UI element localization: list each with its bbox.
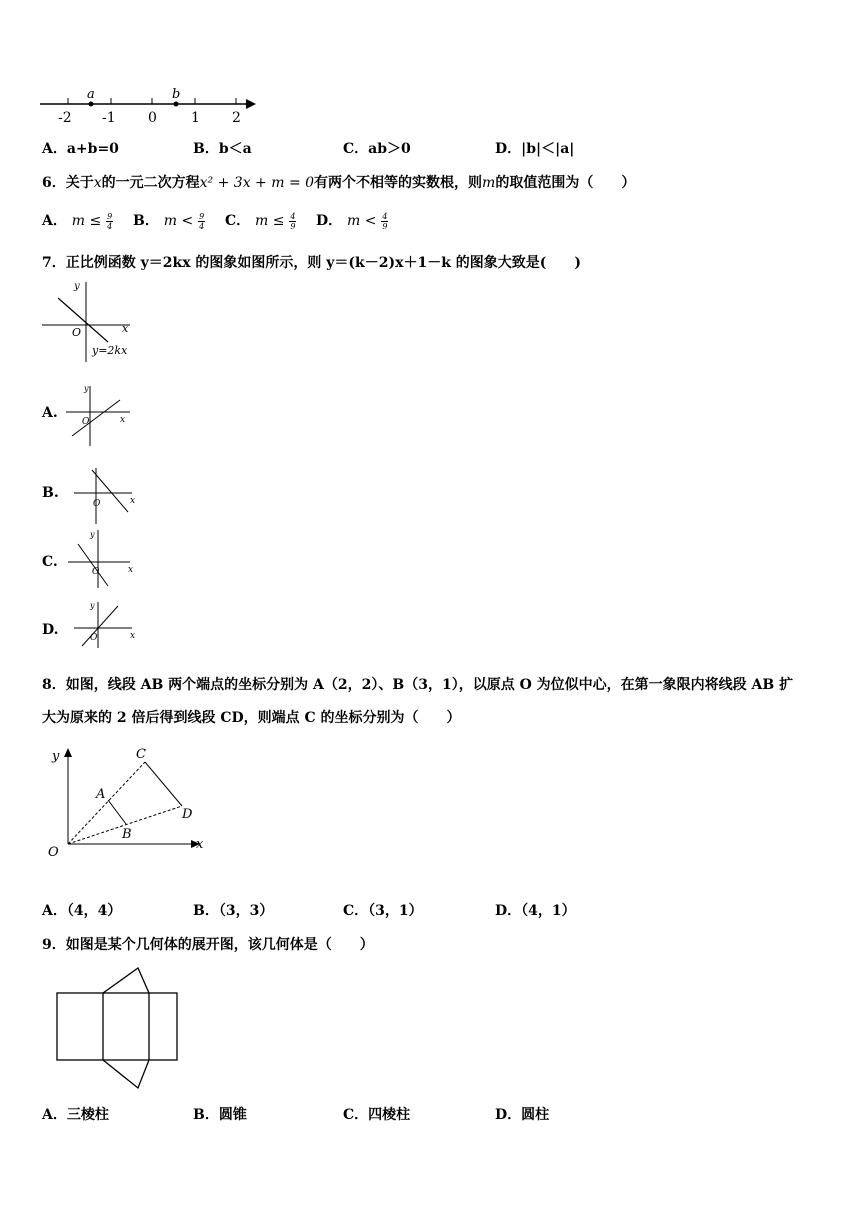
q6-option-a[interactable]: A． m ≤ $\frac{9}{4}$: [42, 211, 113, 231]
svg-text:D: D: [182, 807, 193, 822]
q8-option-c[interactable]: C．（3，1）: [343, 903, 423, 919]
q6-option-c[interactable]: C． m ≤ $\frac{4}{9}$: [225, 211, 296, 231]
q6-option-b[interactable]: B． m < $\frac{9}{4}$: [133, 211, 205, 231]
svg-text:x: x: [130, 496, 136, 506]
svg-text:y: y: [52, 749, 60, 764]
svg-text:O: O: [93, 499, 101, 509]
tick-label: 0: [148, 110, 157, 126]
q5-option-b[interactable]: B．b＜a: [193, 141, 252, 157]
svg-text:x: x: [120, 415, 126, 425]
fraction: $\frac{9}{4}$: [107, 211, 113, 231]
svg-text:O: O: [82, 417, 90, 427]
svg-text:y: y: [74, 281, 80, 292]
tick-label: 1: [191, 110, 200, 126]
svg-text:y: y: [84, 384, 89, 393]
q7-option-b[interactable]: B.: [42, 485, 59, 501]
q8-question-line1: 8．如图，线段 AB 两个端点的坐标分别为 A（2，2）、B（3，1），以原点 O 为位似中心，在第一象限内将线段 AB 扩: [42, 677, 794, 693]
svg-text:B: B: [122, 827, 132, 842]
q7-graph-c[interactable]: [66, 528, 140, 590]
q7-question: 7．正比例函数 y＝2kx 的图象如图所示，则 y＝(k－2)x＋1－k 的图象大致是( ): [42, 255, 582, 271]
svg-text:A: A: [96, 787, 106, 802]
svg-text:x: x: [130, 631, 136, 641]
q7-graph-a[interactable]: [64, 382, 134, 448]
fraction: $\frac{4}{9}$: [290, 211, 296, 231]
q9-net-figure: [54, 964, 182, 1092]
svg-text:C: C: [136, 747, 146, 762]
point-b-label: b: [172, 87, 181, 102]
q9-option-c[interactable]: C．四棱柱: [343, 1107, 411, 1123]
q8-figure: [40, 740, 220, 866]
q5-option-a[interactable]: A．a+b=0: [42, 141, 119, 157]
graph-label: y=2kx: [92, 344, 128, 357]
svg-text:x: x: [122, 322, 129, 335]
q9-option-a[interactable]: A．三棱柱: [42, 1107, 109, 1123]
q8-option-a[interactable]: A．（4，4）: [42, 903, 122, 919]
svg-text:x: x: [128, 565, 134, 575]
svg-text:y: y: [90, 601, 95, 610]
q6-question: 6．关于x的一元二次方程x² + 3x + m = 0有两个不相等的实数根，则m的取值范围为（ ）: [42, 175, 636, 191]
q7-graph-b[interactable]: [70, 466, 140, 526]
tick-label: -2: [58, 110, 72, 126]
number-line-figure: [36, 84, 266, 130]
q7-main-graph: [38, 276, 148, 362]
q9-option-d[interactable]: D．圆柱: [495, 1107, 550, 1123]
q8-option-b[interactable]: B．（3，3）: [193, 903, 274, 919]
svg-text:O: O: [72, 326, 82, 339]
q6-equation: x² + 3x + m = 0: [199, 175, 315, 191]
fraction: $\frac{4}{9}$: [382, 211, 388, 231]
q5-option-c[interactable]: C．ab＞0: [343, 141, 411, 157]
point-a-label: a: [87, 87, 95, 102]
q7-graph-d[interactable]: [70, 598, 142, 650]
q5-option-d[interactable]: D．|b|＜|a|: [495, 141, 575, 157]
fraction: $\frac{9}{4}$: [199, 211, 205, 231]
q9-option-b[interactable]: B．圆锥: [193, 1107, 247, 1123]
svg-text:y: y: [90, 530, 95, 539]
q7-option-d[interactable]: D.: [42, 622, 59, 638]
q7-option-c[interactable]: C.: [42, 554, 58, 570]
q9-question: 9．如图是某个几何体的展开图，该几何体是（ ）: [42, 937, 374, 953]
svg-text:O: O: [48, 845, 59, 860]
svg-text:x: x: [196, 837, 204, 852]
q6-option-d[interactable]: D． m < $\frac{4}{9}$: [316, 211, 388, 231]
svg-text:O: O: [92, 567, 100, 577]
q8-option-d[interactable]: D．（4，1）: [495, 903, 576, 919]
svg-text:O: O: [90, 633, 98, 643]
tick-label: -1: [102, 110, 116, 126]
q8-question-line2: 大为原来的 2 倍后得到线段 CD，则端点 C 的坐标分别为（ ）: [42, 710, 461, 726]
tick-label: 2: [232, 110, 241, 126]
q7-option-a[interactable]: A.: [42, 405, 58, 421]
